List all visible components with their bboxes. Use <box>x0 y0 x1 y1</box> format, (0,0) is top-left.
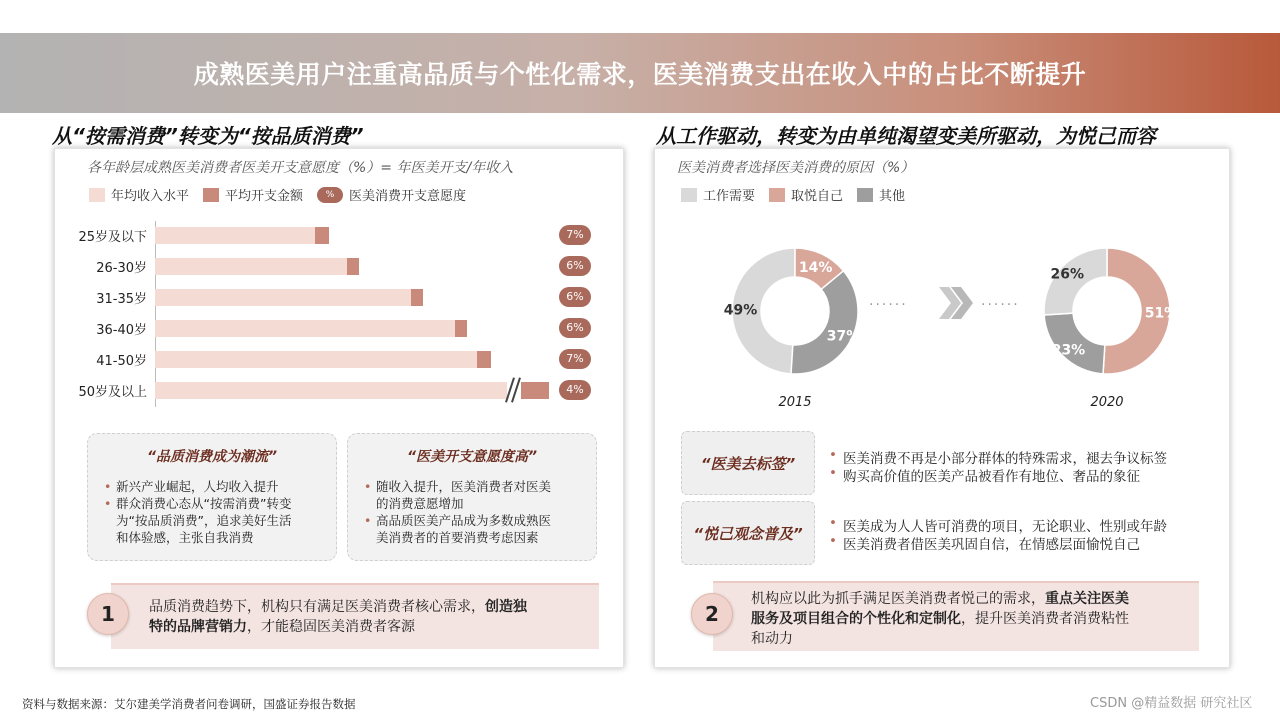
quote-quality-bullet-cont: 和体验感，主张自我消费 <box>116 530 254 545</box>
right-panel <box>654 148 1230 668</box>
bar-spend <box>477 351 491 368</box>
bar-chart-subtitle: 各年龄层成熟医美消费者医美开支意愿度（%）= 年医美开支/年收入 <box>87 160 514 176</box>
donut-slice-label: 37% <box>826 328 861 345</box>
left-section-title: 从“按需消费”转变为“按品质消费” <box>52 124 364 148</box>
bar-category-label: 31-35岁 <box>96 292 147 307</box>
willingness-pill: 7% <box>559 349 591 369</box>
legend-work <box>681 185 755 204</box>
legend-spend <box>203 185 303 204</box>
header-banner <box>0 33 1280 113</box>
right-summary-text <box>751 589 1191 649</box>
legend-work-label: 工作需要 <box>703 189 756 204</box>
willingness-pill: 6% <box>559 287 591 307</box>
legend-other <box>857 185 905 204</box>
bar-category-label: 36-40岁 <box>96 323 147 338</box>
bar-income <box>155 258 347 275</box>
willingness-pill: 7% <box>559 225 591 245</box>
right-summary-line1a: 机构应以此为抓手满足医美消费者悦己的需求， <box>751 591 1045 607</box>
left-summary <box>111 583 599 649</box>
quote-quality-bullet-cont: 为“按品质消费”，追求美好生活 <box>116 513 292 528</box>
page-title: 成熟医美用户注重高品质与个性化需求，医美消费支出在收入中的占比不断提升 <box>193 60 1087 89</box>
tag-self-pleasing-bullet: • 医美成为人人皆可消费的项目，无论职业、性别或年龄 <box>843 515 1167 535</box>
right-summary-line2b: ，提升医美消费者消费粘性 <box>961 611 1129 627</box>
tag-self-pleasing: “悦己观念普及” <box>681 501 815 565</box>
right-summary-line1b: 重点关注医美 <box>1045 591 1129 607</box>
left-summary-text <box>149 597 589 637</box>
left-panel <box>54 148 624 668</box>
bar-spend <box>521 382 549 399</box>
quote-box-willingness <box>347 433 597 561</box>
legend-pill: % <box>317 187 343 203</box>
connector-dots-right: ······ <box>981 297 1020 313</box>
quote-willingness-bullet: • 高品质医美产品成为多数成熟医 <box>376 512 551 529</box>
quote-willingness-bullet-cont: 美消费者的首要消费考虑因素 <box>376 530 539 545</box>
legend-spend-swatch <box>203 188 219 202</box>
legend-spend-label: 平均开支金额 <box>225 189 304 204</box>
donut-slice-label: 51% <box>1144 305 1179 322</box>
legend-self <box>769 185 843 204</box>
left-summary-line2a: 特的品牌营销力 <box>149 619 247 635</box>
bar-income <box>155 351 477 368</box>
willingness-pill: 4% <box>559 380 591 400</box>
legend-income-swatch <box>89 188 105 202</box>
double-chevron-right-icon <box>935 283 975 323</box>
quote-box-quality <box>87 433 337 561</box>
legend-other-swatch <box>857 188 873 202</box>
donut-year-label: 2020 <box>1090 395 1124 410</box>
bar-category-label: 41-50岁 <box>96 354 147 369</box>
watermark: CSDN @精益数据 研究社区 <box>1090 696 1253 711</box>
quote-quality-title: “品质消费成为潮流” <box>146 449 278 465</box>
pie-legend <box>681 185 919 204</box>
tag-destigmatize: “医美去标签” <box>681 431 815 495</box>
bar-income <box>155 382 507 399</box>
tag-destigmatize-bullet: • 购买高价值的医美产品被看作有地位、奢品的象征 <box>843 465 1140 485</box>
bar-income <box>155 320 455 337</box>
left-summary-line2b: ，才能稳固医美消费者客源 <box>247 619 415 635</box>
legend-other-label: 其他 <box>879 189 906 204</box>
connector-dots-left: ······ <box>869 297 908 313</box>
bar-category-label: 50岁及以上 <box>78 385 147 400</box>
pie-chart-subtitle: 医美消费者选择医美消费的原因（%） <box>677 160 915 176</box>
quote-quality-bullet: • 新兴产业崛起，人均收入提升 <box>116 478 279 495</box>
legend-self-label: 取悦自己 <box>791 189 844 204</box>
right-summary <box>713 581 1199 651</box>
left-summary-line1b: 创造独 <box>485 599 527 615</box>
donut-year-label: 2015 <box>778 395 812 410</box>
willingness-pill: 6% <box>559 256 591 276</box>
bar-income <box>155 227 315 244</box>
right-summary-number: 2 <box>691 593 733 635</box>
legend-income <box>89 185 189 204</box>
donut-slice-label: 14% <box>798 260 833 277</box>
bar-spend <box>315 227 329 244</box>
legend-work-swatch <box>681 188 697 202</box>
donut-slice-label: 49% <box>723 302 758 319</box>
left-summary-line1a: 品质消费趋势下，机构只有满足医美消费者核心需求， <box>149 599 485 615</box>
bar-category-label: 25岁及以下 <box>78 230 147 245</box>
bar-axis <box>155 221 156 407</box>
right-summary-line3: 和动力 <box>751 631 793 647</box>
source-footnote: 资料与数据来源：艾尔建美学消费者问卷调研，国盛证券报告数据 <box>22 697 356 711</box>
donut-slice <box>791 271 858 374</box>
legend-income-label: 年均收入水平 <box>111 189 190 204</box>
legend-willingness-label: 医美消费开支意愿度 <box>349 189 467 204</box>
donut-slice-label: 23% <box>1051 342 1086 359</box>
quote-willingness-bullet-cont: 的消费意愿增加 <box>376 496 464 511</box>
quote-willingness-title: “医美开支意愿度高” <box>406 449 538 465</box>
quote-willingness-bullet: • 随收入提升，医美消费者对医美 <box>376 478 551 495</box>
tag-self-pleasing-bullet: • 医美消费者借医美巩固自信，在情感层面愉悦自己 <box>843 533 1140 553</box>
willingness-pill: 6% <box>559 318 591 338</box>
bar-category-label: 26-30岁 <box>96 261 147 276</box>
right-section-title: 从工作驱动，转变为由单纯渴望变美所驱动，为悦己而容 <box>656 124 1156 148</box>
left-summary-number: 1 <box>87 593 129 635</box>
bar-spend <box>347 258 359 275</box>
legend-self-swatch <box>769 188 785 202</box>
bar-income <box>155 289 411 306</box>
bar-spend <box>411 289 423 306</box>
legend-willingness <box>317 185 466 204</box>
quote-quality-bullet: • 群众消费心态从“按需消费”转变 <box>116 495 291 512</box>
donut-slice-label: 26% <box>1050 266 1085 283</box>
bar-legend <box>89 185 480 204</box>
bar-spend <box>455 320 467 337</box>
tag-destigmatize-bullet: • 医美消费不再是小部分群体的特殊需求，褪去争议标签 <box>843 447 1167 467</box>
right-summary-line2a: 服务及项目组合的个性化和定制化 <box>751 611 961 627</box>
